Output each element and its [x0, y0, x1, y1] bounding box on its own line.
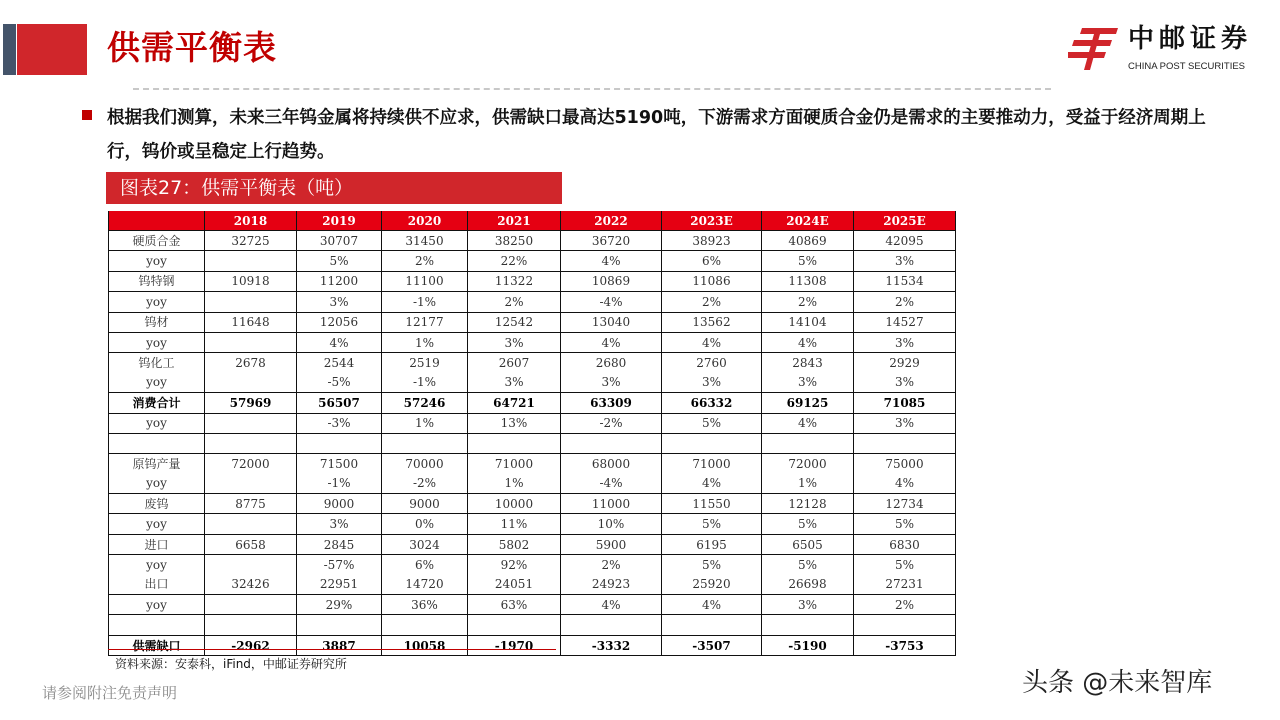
- table-cell: 2%: [662, 292, 762, 312]
- table-row: [109, 575, 956, 595]
- row-label: 硬质合金: [109, 231, 205, 251]
- table-cell: 2929: [854, 353, 956, 373]
- table-cell: 4%: [762, 413, 854, 433]
- table-cell: 2%: [561, 555, 662, 575]
- table-cell: [205, 555, 297, 575]
- table-cell: [762, 433, 854, 453]
- table-cell: [468, 615, 561, 635]
- table-cell: [382, 615, 468, 635]
- table-cell: 5%: [854, 514, 956, 534]
- table-row: [109, 312, 956, 332]
- table-cell: 12128: [762, 494, 854, 514]
- table-cell: 3%: [297, 514, 382, 534]
- table-cell: 13%: [468, 413, 561, 433]
- table-cell: 66332: [662, 393, 762, 413]
- table-cell: [854, 433, 956, 453]
- table-cell: 64721: [468, 393, 561, 413]
- table-cell: [205, 615, 297, 635]
- column-header: 2018: [205, 211, 297, 231]
- table-cell: 12177: [382, 312, 468, 332]
- row-label: 钨材: [109, 312, 205, 332]
- table-cell: 71000: [662, 454, 762, 474]
- table-cell: 5%: [854, 555, 956, 575]
- company-logo: [1068, 24, 1278, 76]
- title-accent-red: [17, 24, 87, 75]
- table-cell: 13562: [662, 312, 762, 332]
- column-header: [109, 211, 205, 231]
- table-cell: 5%: [762, 251, 854, 271]
- row-label: 废钨: [109, 494, 205, 514]
- row-label: yoy: [109, 474, 205, 494]
- table-row: [109, 332, 956, 352]
- row-label: 供需缺口: [109, 635, 205, 655]
- table-cell: 2%: [854, 595, 956, 615]
- table-cell: 11000: [561, 494, 662, 514]
- table-cell: [662, 433, 762, 453]
- table-cell: 71085: [854, 393, 956, 413]
- table-row: [109, 373, 956, 393]
- table-row: [109, 353, 956, 373]
- row-label: [109, 433, 205, 453]
- table-cell: 10058: [382, 635, 468, 655]
- table-row: [109, 231, 956, 251]
- table-cell: 2%: [762, 292, 854, 312]
- table-row: [109, 413, 956, 433]
- table-cell: -3507: [662, 635, 762, 655]
- table-cell: 10918: [205, 271, 297, 291]
- table-cell: 6%: [662, 251, 762, 271]
- table-cell: 4%: [854, 474, 956, 494]
- table-cell: 4%: [662, 474, 762, 494]
- table-row: [109, 271, 956, 291]
- table-cell: 5900: [561, 534, 662, 554]
- row-label: [109, 615, 205, 635]
- table-cell: 24051: [468, 575, 561, 595]
- summary-paragraph: 根据我们测算，未来三年钨金属将持续供不应求，供需缺口最高达5190吨，下游需求方面硬质合金仍是需求的主要推动力，受益于经济周期上行，钨价或呈稳定上行趋势。: [107, 108, 1206, 162]
- table-cell: 69125: [762, 393, 854, 413]
- table-cell: 2680: [561, 353, 662, 373]
- column-header: 2022: [561, 211, 662, 231]
- table-cell: 30707: [297, 231, 382, 251]
- table-cell: [762, 615, 854, 635]
- table-cell: 3%: [662, 373, 762, 393]
- table-cell: 3024: [382, 534, 468, 554]
- logo-text-cn: 中邮证券: [1128, 24, 1253, 54]
- column-header: 2024E: [762, 211, 854, 231]
- bullet-icon: [82, 110, 92, 120]
- table-cell: 4%: [662, 332, 762, 352]
- row-label: 钨化工: [109, 353, 205, 373]
- table-cell: [854, 615, 956, 635]
- table-row: [109, 251, 956, 271]
- table-cell: 68000: [561, 454, 662, 474]
- table-cell: 3%: [297, 292, 382, 312]
- table-cell: 6%: [382, 555, 468, 575]
- row-label: yoy: [109, 555, 205, 575]
- table-cell: -5190: [762, 635, 854, 655]
- table-cell: 10%: [561, 514, 662, 534]
- table-cell: 5%: [297, 251, 382, 271]
- table-cell: 63%: [468, 595, 561, 615]
- row-label: 钨特钢: [109, 271, 205, 291]
- table-row: [109, 292, 956, 312]
- supply-demand-table: [108, 211, 956, 656]
- column-header: 2020: [382, 211, 468, 231]
- table-row: [109, 595, 956, 615]
- table-cell: 12056: [297, 312, 382, 332]
- table-cell: [205, 595, 297, 615]
- table-row: [109, 454, 956, 474]
- table-cell: 6830: [854, 534, 956, 554]
- table-cell: -3%: [297, 413, 382, 433]
- table-cell: 4%: [561, 595, 662, 615]
- table-cell: 10000: [468, 494, 561, 514]
- row-label: yoy: [109, 514, 205, 534]
- table-cell: 5%: [762, 555, 854, 575]
- table-cell: -1%: [382, 373, 468, 393]
- logo-text-en: CHINA POST SECURITIES: [1128, 61, 1246, 72]
- row-label: 进口: [109, 534, 205, 554]
- table-row: [109, 433, 956, 453]
- table-cell: 38923: [662, 231, 762, 251]
- column-header: 2023E: [662, 211, 762, 231]
- table-cell: 24923: [561, 575, 662, 595]
- table-cell: 11100: [382, 271, 468, 291]
- table-cell: 57246: [382, 393, 468, 413]
- row-label: yoy: [109, 251, 205, 271]
- table-cell: -2%: [561, 413, 662, 433]
- disclaimer-link[interactable]: 请参阅附注免责声明: [42, 684, 178, 702]
- table-row: [109, 534, 956, 554]
- table-row: [109, 635, 956, 655]
- table-cell: 10869: [561, 271, 662, 291]
- table-cell: 40869: [762, 231, 854, 251]
- table-cell: 2%: [468, 292, 561, 312]
- table-cell: -1%: [297, 474, 382, 494]
- table-row: [109, 615, 956, 635]
- row-label: 原钨产量: [109, 454, 205, 474]
- table-cell: [205, 474, 297, 494]
- table-cell: 3%: [854, 332, 956, 352]
- table-cell: 4%: [297, 332, 382, 352]
- table-cell: 1%: [382, 332, 468, 352]
- table-cell: 13040: [561, 312, 662, 332]
- table-cell: 11308: [762, 271, 854, 291]
- table-cell: 42095: [854, 231, 956, 251]
- table-cell: 63309: [561, 393, 662, 413]
- table-cell: 36720: [561, 231, 662, 251]
- table-row: [109, 494, 956, 514]
- table-cell: [561, 433, 662, 453]
- table-cell: [297, 615, 382, 635]
- table-cell: -57%: [297, 555, 382, 575]
- table-cell: 72000: [762, 454, 854, 474]
- table-cell: [205, 373, 297, 393]
- table-cell: [382, 433, 468, 453]
- table-cell: 27231: [854, 575, 956, 595]
- table-cell: 2760: [662, 353, 762, 373]
- table-cell: 72000: [205, 454, 297, 474]
- table-cell: 5%: [662, 555, 762, 575]
- table-cell: 32426: [205, 575, 297, 595]
- table-cell: 12734: [854, 494, 956, 514]
- table-cell: 4%: [662, 595, 762, 615]
- table-cell: 3%: [762, 595, 854, 615]
- source-note: 资料来源：安泰科，iFind，中邮证券研究所: [115, 657, 347, 671]
- table-cell: 32725: [205, 231, 297, 251]
- row-label: 出口: [109, 575, 205, 595]
- column-header: 2025E: [854, 211, 956, 231]
- table-cell: 3%: [561, 373, 662, 393]
- header-divider: [133, 88, 1051, 90]
- table-cell: 6195: [662, 534, 762, 554]
- table-cell: 70000: [382, 454, 468, 474]
- table-cell: -4%: [561, 292, 662, 312]
- row-label: yoy: [109, 292, 205, 312]
- table-cell: 9000: [297, 494, 382, 514]
- table-cell: [468, 433, 561, 453]
- table-cell: 1%: [382, 413, 468, 433]
- source-divider: [108, 649, 556, 650]
- table-cell: 11322: [468, 271, 561, 291]
- table-cell: 14527: [854, 312, 956, 332]
- table-cell: 31450: [382, 231, 468, 251]
- table-cell: 92%: [468, 555, 561, 575]
- row-label: yoy: [109, 373, 205, 393]
- table-cell: [205, 292, 297, 312]
- table-cell: 2544: [297, 353, 382, 373]
- table-cell: [205, 413, 297, 433]
- table-header-row: [109, 211, 956, 231]
- table-caption: 图表27：供需平衡表（吨）: [106, 172, 562, 204]
- table-cell: -3332: [561, 635, 662, 655]
- table-cell: -3753: [854, 635, 956, 655]
- table-cell: [662, 615, 762, 635]
- row-label: yoy: [109, 413, 205, 433]
- watermark: 头条 @未来智库: [1022, 668, 1213, 698]
- table-cell: 11648: [205, 312, 297, 332]
- table-cell: 3%: [854, 251, 956, 271]
- table-cell: 57969: [205, 393, 297, 413]
- row-label: yoy: [109, 332, 205, 352]
- table-cell: 14104: [762, 312, 854, 332]
- table-cell: [205, 433, 297, 453]
- table-cell: 38250: [468, 231, 561, 251]
- table-cell: 11200: [297, 271, 382, 291]
- table-cell: 25920: [662, 575, 762, 595]
- table-cell: -5%: [297, 373, 382, 393]
- table-cell: 2%: [854, 292, 956, 312]
- table-cell: 5%: [662, 413, 762, 433]
- table-cell: -1%: [382, 292, 468, 312]
- table-cell: 3887: [297, 635, 382, 655]
- table-cell: -4%: [561, 474, 662, 494]
- table-cell: 71500: [297, 454, 382, 474]
- table-cell: [205, 514, 297, 534]
- row-label: 消费合计: [109, 393, 205, 413]
- table-cell: 2678: [205, 353, 297, 373]
- table-cell: -2962: [205, 635, 297, 655]
- table-cell: 5%: [662, 514, 762, 534]
- china-post-logo-icon: [1068, 24, 1120, 72]
- table-cell: 22%: [468, 251, 561, 271]
- table-cell: 9000: [382, 494, 468, 514]
- table-cell: [297, 433, 382, 453]
- column-header: 2021: [468, 211, 561, 231]
- table-cell: 3%: [468, 373, 561, 393]
- table-cell: 56507: [297, 393, 382, 413]
- table-cell: 3%: [468, 332, 561, 352]
- table-cell: -2%: [382, 474, 468, 494]
- table-cell: 1%: [468, 474, 561, 494]
- table-cell: 2843: [762, 353, 854, 373]
- table-cell: 6658: [205, 534, 297, 554]
- table-cell: 2607: [468, 353, 561, 373]
- table-cell: 29%: [297, 595, 382, 615]
- table-cell: 0%: [382, 514, 468, 534]
- table-cell: 26698: [762, 575, 854, 595]
- table-cell: 4%: [561, 332, 662, 352]
- table-cell: 6505: [762, 534, 854, 554]
- table-cell: 11534: [854, 271, 956, 291]
- table-cell: 4%: [762, 332, 854, 352]
- page-title: 供需平衡表: [107, 28, 277, 67]
- table-row: [109, 474, 956, 494]
- table-cell: 3%: [854, 413, 956, 433]
- table-row: [109, 555, 956, 575]
- table-cell: 1%: [762, 474, 854, 494]
- title-accent-blue: [3, 24, 16, 75]
- table-cell: 14720: [382, 575, 468, 595]
- table-cell: [561, 615, 662, 635]
- table-cell: 11086: [662, 271, 762, 291]
- table-cell: 3%: [854, 373, 956, 393]
- table-cell: 36%: [382, 595, 468, 615]
- table-cell: 8775: [205, 494, 297, 514]
- table-cell: 11550: [662, 494, 762, 514]
- table-cell: 5802: [468, 534, 561, 554]
- table-cell: [205, 332, 297, 352]
- table-cell: 71000: [468, 454, 561, 474]
- table-cell: -1970: [468, 635, 561, 655]
- column-header: 2019: [297, 211, 382, 231]
- table-cell: 2845: [297, 534, 382, 554]
- table-cell: 2%: [382, 251, 468, 271]
- table-cell: 3%: [762, 373, 854, 393]
- table-cell: [205, 251, 297, 271]
- table-cell: 2519: [382, 353, 468, 373]
- table-cell: 4%: [561, 251, 662, 271]
- table-row: [109, 514, 956, 534]
- table-row: [109, 393, 956, 413]
- table-cell: 22951: [297, 575, 382, 595]
- table-cell: 12542: [468, 312, 561, 332]
- table-cell: 11%: [468, 514, 561, 534]
- row-label: yoy: [109, 595, 205, 615]
- table-cell: 75000: [854, 454, 956, 474]
- table-cell: 5%: [762, 514, 854, 534]
